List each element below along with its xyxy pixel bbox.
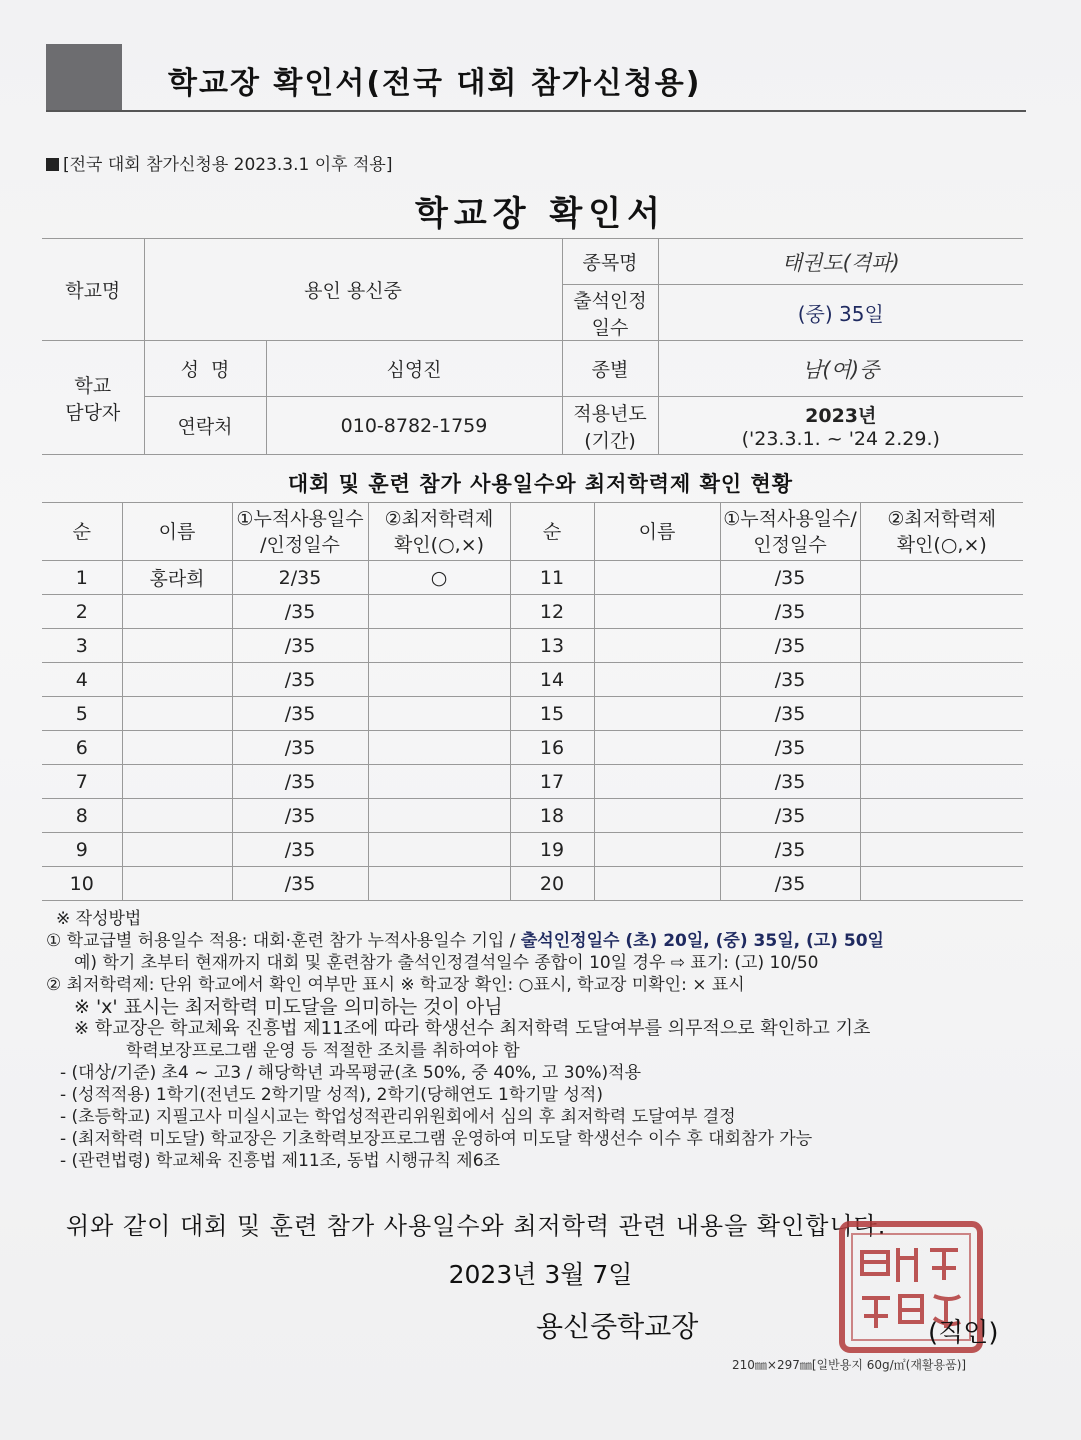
name-cell: 홍라희 xyxy=(122,561,232,595)
seq-cell: 14 xyxy=(510,663,594,697)
seq-cell: 19 xyxy=(510,833,594,867)
name-cell xyxy=(122,731,232,765)
check-cell xyxy=(860,663,1023,697)
col-check-right-line1: ②최저학력제 xyxy=(887,507,997,530)
usage-table xyxy=(42,502,1023,901)
col-check-left-line2: 확인(○,×) xyxy=(393,533,485,556)
attendance-label xyxy=(562,285,658,341)
check-cell xyxy=(860,595,1023,629)
col-name-left: 이름 xyxy=(122,503,232,561)
seq-cell: 20 xyxy=(510,867,594,901)
name-cell xyxy=(594,833,720,867)
section-title: 대회 및 훈련 참가 사용일수와 최저학력제 확인 현황 xyxy=(287,472,794,496)
instructions xyxy=(46,908,1036,1172)
days-cell: /35 xyxy=(232,697,368,731)
table-row xyxy=(42,765,1023,799)
days-cell: /35 xyxy=(720,697,860,731)
days-cell: /35 xyxy=(720,731,860,765)
notes-heading: ※ 작성방법 xyxy=(56,909,142,929)
seq-cell: 4 xyxy=(42,663,122,697)
days-cell: /35 xyxy=(232,731,368,765)
paper-spec-footer: 210㎜×297㎜[일반용지 60g/㎡(재활용품)] xyxy=(732,1358,967,1372)
days-cell: /35 xyxy=(720,867,860,901)
manager-label-line1: 학교 xyxy=(74,374,112,397)
note-1 xyxy=(46,930,1036,952)
detail-5: - (관련법령) 학교체육 진흥법 제11조, 동법 시행규칙 제6조 xyxy=(60,1151,500,1171)
name-cell xyxy=(594,867,720,901)
contact-value: 010-8782-1759 xyxy=(266,397,562,455)
col-days-right xyxy=(720,503,860,561)
check-cell xyxy=(368,867,510,901)
days-cell: /35 xyxy=(232,867,368,901)
name-cell xyxy=(594,629,720,663)
days-cell: /35 xyxy=(232,595,368,629)
seq-cell: 16 xyxy=(510,731,594,765)
days-cell: /35 xyxy=(720,663,860,697)
seq-cell: 11 xyxy=(510,561,594,595)
days-cell: /35 xyxy=(232,799,368,833)
note-2-c: 학력보장프로그램 운영 등 적절한 조치를 취하여야 함 xyxy=(126,1041,520,1061)
school-label: 학교명 xyxy=(42,239,144,341)
seq-cell: 10 xyxy=(42,867,122,901)
col-check-left-line1: ②최저학력제 xyxy=(384,507,494,530)
col-days-left-line2: /인정일수 xyxy=(260,533,340,556)
usage-table-body xyxy=(42,561,1023,901)
notice-text: [전국 대회 참가신청용 2023.3.1 이후 적용] xyxy=(63,155,393,175)
name-cell xyxy=(594,731,720,765)
name-cell xyxy=(122,867,232,901)
table-row xyxy=(42,833,1023,867)
seq-cell: 12 xyxy=(510,595,594,629)
col-check-left xyxy=(368,503,510,561)
table-row xyxy=(42,731,1023,765)
year-value xyxy=(658,397,1023,455)
sport-label: 종목명 xyxy=(562,239,658,285)
col-check-right xyxy=(860,503,1023,561)
name-cell xyxy=(122,765,232,799)
col-seq-right: 순 xyxy=(510,503,594,561)
document-title: 학교장 확인서 xyxy=(415,194,666,234)
seq-cell: 8 xyxy=(42,799,122,833)
days-cell: /35 xyxy=(720,765,860,799)
gender-value: 남(여)중 xyxy=(658,341,1023,397)
table-row xyxy=(42,663,1023,697)
check-cell xyxy=(860,561,1023,595)
issue-date: 2023년 3월 7일 xyxy=(448,1260,633,1289)
days-cell: /35 xyxy=(720,561,860,595)
seq-cell: 1 xyxy=(42,561,122,595)
name-cell xyxy=(594,799,720,833)
manager-label xyxy=(42,341,144,455)
check-cell xyxy=(368,833,510,867)
check-cell xyxy=(368,629,510,663)
days-cell: /35 xyxy=(720,629,860,663)
attendance-value: (중) 35일 xyxy=(658,285,1023,341)
table-row xyxy=(42,595,1023,629)
check-cell xyxy=(368,799,510,833)
seq-cell: 2 xyxy=(42,595,122,629)
name-value: 심영진 xyxy=(266,341,562,397)
name-label: 성 명 xyxy=(144,341,266,397)
seq-cell: 15 xyxy=(510,697,594,731)
note-1-emphasis: 출석인정일수 (초) 20일, (중) 35일, (고) 50일 xyxy=(520,931,884,951)
header-title: 학교장 확인서(전국 대회 참가신청용) xyxy=(168,66,702,101)
days-cell: /35 xyxy=(720,799,860,833)
seq-cell: 3 xyxy=(42,629,122,663)
year-value-line1: 2023년 xyxy=(805,405,877,427)
header-gray-block xyxy=(46,44,122,110)
detail-3: - (초등학교) 지필고사 미실시교는 학업성적관리위원회에서 심의 후 최저학력 도달여부 결정 xyxy=(60,1107,736,1127)
days-cell: /35 xyxy=(232,663,368,697)
days-cell: /35 xyxy=(720,595,860,629)
check-cell: ○ xyxy=(368,561,510,595)
seal-label: (직인) xyxy=(928,1318,999,1348)
check-cell xyxy=(860,765,1023,799)
check-cell xyxy=(368,595,510,629)
attendance-label-line2: 일수 xyxy=(591,316,629,339)
days-cell: /35 xyxy=(232,629,368,663)
name-cell xyxy=(594,561,720,595)
col-days-left-line1: ①누적사용일수 xyxy=(236,507,364,530)
note-1-example: 예) 학기 초부터 현재까지 대회 및 훈련참가 출석인정결석일수 종합이 10일 경우 ⇨ 표기: (고) 10/50 xyxy=(74,953,819,973)
confirmation-statement: 위와 같이 대회 및 훈련 참가 사용일수와 최저학력 관련 내용을 확인합니다. xyxy=(66,1212,887,1240)
seq-cell: 9 xyxy=(42,833,122,867)
gender-label: 종별 xyxy=(562,341,658,397)
col-days-left xyxy=(232,503,368,561)
contact-label: 연락처 xyxy=(144,397,266,455)
manager-label-line2: 담당자 xyxy=(65,401,121,424)
seq-cell: 5 xyxy=(42,697,122,731)
square-bullet-icon xyxy=(46,158,59,171)
sport-value: 태권도(격파) xyxy=(658,239,1023,285)
col-check-right-line2: 확인(○,×) xyxy=(896,533,987,556)
name-cell xyxy=(594,765,720,799)
seq-cell: 18 xyxy=(510,799,594,833)
applicability-notice xyxy=(46,150,392,175)
days-cell: 2/35 xyxy=(232,561,368,595)
name-cell xyxy=(122,629,232,663)
check-cell xyxy=(860,697,1023,731)
detail-1: - (대상/기준) 초4 ~ 고3 / 해당학년 과목평균(초 50%, 중 40%, 고 30%)적용 xyxy=(60,1063,642,1083)
check-cell xyxy=(860,867,1023,901)
check-cell xyxy=(368,765,510,799)
col-name-right: 이름 xyxy=(594,503,720,561)
name-cell xyxy=(594,697,720,731)
col-days-right-line1: ①누적사용일수/ xyxy=(723,507,857,530)
seq-cell: 6 xyxy=(42,731,122,765)
col-days-right-line2: 인정일수 xyxy=(753,533,827,556)
check-cell xyxy=(860,629,1023,663)
seq-cell: 7 xyxy=(42,765,122,799)
check-cell xyxy=(368,663,510,697)
year-label-line2: (기간) xyxy=(584,429,636,452)
name-cell xyxy=(122,697,232,731)
table-row xyxy=(42,799,1023,833)
check-cell xyxy=(368,697,510,731)
note-2-b: ※ 학교장은 학교체육 진흥법 제11조에 따라 학생선수 최저학력 도달여부를 의무적으로 확인하고 기초 xyxy=(74,1018,871,1039)
name-cell xyxy=(594,663,720,697)
check-cell xyxy=(860,731,1023,765)
note-2: ② 최저학력제: 단위 학교에서 확인 여부만 표시 ※ 학교장 확인: ○표시, 학교장 미확인: × 표시 xyxy=(46,975,745,995)
attendance-label-line1: 출석인정 xyxy=(573,289,647,312)
name-cell xyxy=(594,595,720,629)
period-value: ('23.3.1. ~ '24 2.29.) xyxy=(741,428,940,450)
info-table xyxy=(42,238,1023,455)
note-1-text: ① 학교급별 허용일수 적용: 대회·훈련 참가 누적사용일수 기입 / xyxy=(46,931,521,951)
days-cell: /35 xyxy=(232,833,368,867)
name-cell xyxy=(122,799,232,833)
year-label-line1: 적용년도 xyxy=(573,402,647,425)
check-cell xyxy=(860,799,1023,833)
table-row xyxy=(42,697,1023,731)
name-cell xyxy=(122,833,232,867)
col-seq-left: 순 xyxy=(42,503,122,561)
days-cell: /35 xyxy=(720,833,860,867)
seq-cell: 17 xyxy=(510,765,594,799)
table-row xyxy=(42,561,1023,595)
table-row xyxy=(42,867,1023,901)
school-value: 용인 용신중 xyxy=(144,239,562,341)
name-cell xyxy=(122,595,232,629)
note-2-a: ※ 'x' 표시는 최저학력 미도달을 의미하는 것이 아님 xyxy=(74,996,503,1018)
table-row xyxy=(42,629,1023,663)
principal-name: 용신중학교장 xyxy=(536,1310,699,1343)
seq-cell: 13 xyxy=(510,629,594,663)
check-cell xyxy=(860,833,1023,867)
name-cell xyxy=(122,663,232,697)
detail-2: - (성적적용) 1학기(전년도 2학기말 성적), 2학기(당해연도 1학기말 성적) xyxy=(60,1085,603,1105)
days-cell: /35 xyxy=(232,765,368,799)
detail-4: - (최저학력 미도달) 학교장은 기초학력보장프로그램 운영하여 미도달 학생선수 이수 후 대회참가 가능 xyxy=(60,1129,813,1149)
header-rule xyxy=(46,110,1026,112)
year-label xyxy=(562,397,658,455)
check-cell xyxy=(368,731,510,765)
